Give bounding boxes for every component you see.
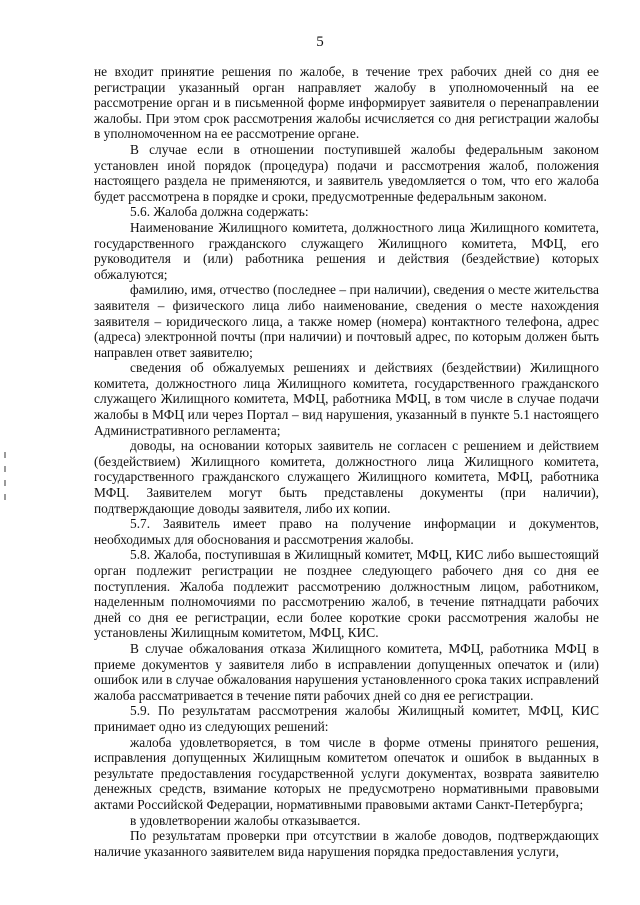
paragraph-5-7: 5.7. Заявитель имеет право на получение информации и документов, необходимых для обоснования и рассмотрения жалобы. <box>94 516 599 547</box>
paragraph-appealed-decisions: сведения об обжалуемых решениях и действиях (бездействии) Жилищного комитета, должностного лица Жилищного комитета, государственного гражданского служащего Жилищного комитета, МФЦ, работника МФЦ, в том числе в случае подачи жалобы в МФЦ или через Портал – вид нарушения, указанный в пункте 5.1 настоящего Административного регламента; <box>94 360 599 438</box>
paragraph-complaint-refused: в удовлетворении жалобы отказывается. <box>130 812 361 828</box>
scan-mark <box>4 494 6 500</box>
paragraph-complaint-satisfied: жалоба удовлетворяется, в том числе в форме отмены принятого решения, исправления допущенных Жилищным комитетом опечаток и ошибок в выданных в результате предоставления государственной услуги документах, возврата заявителю денежных средств, взимание которых не предусмотрено нормативными правовыми актами Российской Федерации, нормативными правовыми актами Санкт-Петербурга; <box>94 734 599 812</box>
paragraph-5-6-heading: 5.6. Жалоба должна содержать: <box>130 204 309 220</box>
scan-mark <box>4 452 6 458</box>
scan-margin-marks <box>4 452 8 512</box>
paragraph-5-8: 5.8. Жалоба, поступившая в Жилищный комитет, МФЦ, КИС либо вышестоящий орган подлежит регистрации не позднее следующего рабочего дня со дня ее поступления. Жалоба подлежит рассмотрению должностным лицом, работником, наделенным полномочиями по рассмотрению жалоб, в течение пятнадцати рабочих дней со дня ее регистрации, если более короткие сроки рассмотрения жалобы не установлены Жилищным комитетом, МФЦ, КИС. <box>94 547 599 641</box>
scan-mark <box>4 466 6 472</box>
scan-mark <box>4 480 6 486</box>
paragraph-federal-law-exception: В случае если в отношении поступившей жалобы федеральным законом установлен иной порядок (процедура) подачи и рассмотрения жалоб, положения настоящего раздела не применяются, и заявитель уведомляется о том, что его жалоба будет рассмотрена в порядке и сроки, предусмотренные федеральным законом. <box>94 141 599 204</box>
paragraph-committee-name: Наименование Жилищного комитета, должностного лица Жилищного комитета, государственного гражданского служащего Жилищного комитета, МФЦ, его руководителя и (или) работника решения и действия (бездействие) которых обжалуются; <box>94 219 599 282</box>
paragraph-arguments: доводы, на основании которых заявитель не согласен с решением и действием (бездействием) Жилищного комитета, должностного лица Жилищного комитета, государственного гражданского служащего Жилищного комитета, МФЦ, работника МФЦ. Заявителем могут быть представлены документы (при наличии), подтверждающие доводы заявителя, либо их копии. <box>94 438 599 516</box>
paragraph-continuation: не входит принятие решения по жалобе, в течение трех рабочих дней со дня ее регистрации указанный орган направляет жалобу в уполномоченный на ее рассмотрение орган и в письменной форме информирует заявителя о перенаправлении жалобы. При этом срок рассмотрения жалобы исчисляется со дня регистрации жалобы в уполномоченном на ее рассмотрение органе. <box>94 64 599 142</box>
paragraph-refusal-appeal: В случае обжалования отказа Жилищного комитета, МФЦ, работника МФЦ в приеме документов у заявителя либо в исправлении допущенных опечаток и (или) ошибок или в случае обжалования нарушения установленного срока таких исправлений жалоба рассматривается в течение пяти рабочих дней со дня ее регистрации. <box>94 640 599 703</box>
paragraph-5-9: 5.9. По результатам рассмотрения жалобы Жилищный комитет, МФЦ, КИС принимает одно из следующих решений: <box>94 703 599 734</box>
page-number: 5 <box>316 34 324 50</box>
paragraph-verification-results: По результатам проверки при отсутствии в жалобе доводов, подтверждающих наличие указанного заявителем вида нарушения порядка предоставления услуги, <box>94 828 599 859</box>
paragraph-applicant-details: фамилию, имя, отчество (последнее – при наличии), сведения о месте жительства заявителя – физического лица либо наименование, сведения о месте нахождения заявителя – юридического лица, а также номер (номера) контактного телефона, адрес (адреса) электронной почты (при наличии) и почтовый адрес, по которым должен быть направлен ответ заявителю; <box>94 282 599 360</box>
document-body <box>94 64 599 859</box>
